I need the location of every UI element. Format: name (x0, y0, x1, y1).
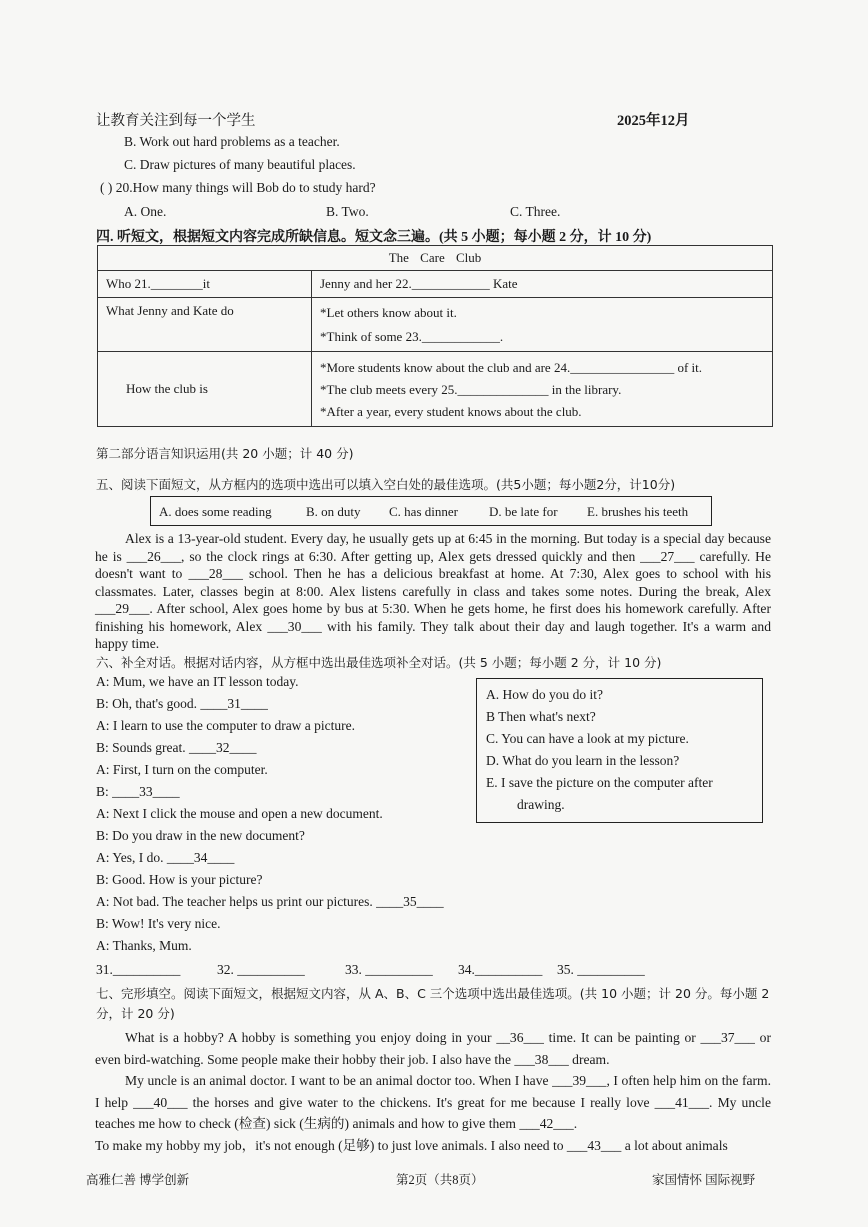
table-row1-left: Who 21.________it (98, 271, 312, 298)
dialogue-line: B: Oh, that's good. ____31____ (96, 696, 268, 711)
section5-option-c: C. has dinner (389, 504, 458, 519)
section5-paragraph: Alex is a 13-year-old student. Every day, he usually gets up at 6:45 in the morning. But today is a special day because he is ___26___, so the clock rings at 6:30. After getting up, Alex gets dressed quickly and then ___27___ carefully. He doesn't want to ___28___ school. Then he has a delicious breakfast at home. At 7:30, Alex goes to school with his classmates. Later, classes begin at 8:00. Alex listens carefully in class and takes some notes. During the break, Alex ___29___. After school, Alex goes home by bus at 5:30. When he gets home, he first does his homework carefully. After finishing his homework, Alex ___30___ with his family. They talk about their day and laugh together. It's a warm and happy time. (95, 531, 771, 651)
section5-title: 五、阅读下面短文，从方框内的选项中选出可以填入空白处的最佳选项。(共5小题；每小题2分，计10分) (96, 477, 676, 492)
q20-option-b: B. Two. (326, 204, 369, 219)
table-row1-right: Jenny and her 22.____________ Kate (312, 271, 773, 298)
q19-option-b: B. Work out hard problems as a teacher. (124, 134, 340, 149)
table-row2-line2: *Think of some 23.____________. (320, 328, 504, 344)
section6-title: 六、补全对话。根据对话内容，从方框中选出最佳选项补全对话。(共 5 小题；每小题 2 分，计 10 分) (96, 655, 662, 670)
section6-option-box (476, 678, 763, 823)
care-club-table (97, 245, 773, 427)
answer-blank-32: 32. __________ (217, 962, 305, 977)
q20-option-c: C. Three. (510, 204, 561, 219)
section6-option-b: B Then what's next? (486, 709, 596, 724)
section5-option-e: E. brushes his teeth (587, 504, 689, 519)
q19-option-c: C. Draw pictures of many beautiful places. (124, 157, 356, 172)
dialogue-line: B: Good. How is your picture? (96, 872, 263, 887)
table-title: The Care Club (98, 246, 773, 271)
dialogue-line: B: Wow! It's very nice. (96, 916, 221, 931)
section5-option-b: B. on duty (306, 504, 361, 519)
section6-option-e: E. I save the picture on the computer after (486, 775, 713, 790)
table-row2-left: What Jenny and Kate do (98, 298, 312, 352)
dialogue-line: A: Next I click the mouse and open a new document. (96, 806, 383, 821)
table-row3-line2: *The club meets every 25.______________ in the library. (320, 381, 622, 397)
dialogue-line: B: Sounds great. ____32____ (96, 740, 257, 755)
dialogue-line: A: I learn to use the computer to draw a picture. (96, 718, 356, 733)
answer-blank-33: 33. __________ (345, 962, 433, 977)
table-row3-right (312, 352, 773, 427)
table-row2-line1: *Let others know about it. (320, 304, 457, 320)
dialogue-line: A: Mum, we have an IT lesson today. (96, 674, 299, 689)
section6-option-e-cont: drawing. (517, 797, 565, 812)
header-date: 2025年12月 (617, 113, 690, 129)
section6-option-a: A. How do you do it? (486, 687, 603, 702)
table-row2-right (312, 298, 773, 352)
section6-option-d: D. What do you learn in the lesson? (486, 753, 680, 768)
part2-title: 第二部分语言知识运用(共 20 小题；计 40 分) (96, 446, 354, 461)
q20-option-a: A. One. (124, 204, 167, 219)
table-row3-line3: *After a year, every student knows about the club. (320, 403, 582, 419)
dialogue-line: A: First, I turn on the computer. (96, 762, 268, 777)
section7-passage (95, 1027, 771, 1156)
answer-blank-35: 35. __________ (557, 962, 645, 977)
section6-option-c: C. You can have a look at my picture. (486, 731, 689, 746)
footer-left: 高雅仁善 博学创新 (86, 1173, 190, 1187)
section7-title: 七、完形填空。阅读下面短文，根据短文内容，从 A、B、C 三个选项中选出最佳选项。(共 10 小题；计 20 分。每小题 2 分，计 20 分) (96, 986, 770, 1021)
dialogue-line: A: Thanks, Mum. (96, 938, 192, 953)
section4-title: 四. 听短文，根据短文内容完成所缺信息。短文念三遍。(共 5 小题；每小题 2 分，计 10 分) (96, 230, 652, 245)
section7-paragraph-1: What is a hobby? A hobby is something you enjoy doing in your __36___ time. It can be painting or ___37___ or even bird-watching. Some people make their hobby their job. I also have the ___38___ dream. (95, 1030, 771, 1067)
footer-page-number: 第2页（共8页） (396, 1173, 484, 1187)
table-row3-line1: *More students know about the club and are 24.________________ of it. (320, 359, 702, 375)
section7-paragraph-2: My uncle is an animal doctor. I want to be an animal doctor too. When I have ___39___, I often help him on the farm. I help ___40___ the horses and give water to the chickens. It's great for me because I really love ___41___. My uncle teaches me how to check (检查) sick (生病的) animals and how to give them ___42___. (95, 1073, 771, 1131)
dialogue-line: B: ____33____ (96, 784, 180, 799)
section5-option-a: A. does some reading (159, 504, 272, 519)
dialogue-line: A: Yes, I do. ____34____ (96, 850, 235, 865)
table-row3-left: How the club is (98, 352, 312, 427)
section5-option-box (150, 496, 712, 526)
answer-blank-31: 31.__________ (96, 962, 181, 977)
header-motto: 让教育关注到每一个学生 (96, 113, 256, 129)
section5-option-d: D. be late for (489, 504, 558, 519)
q20-stem: ( ) 20.How many things will Bob do to study hard? (100, 180, 376, 195)
footer-right: 家国情怀 国际视野 (652, 1173, 756, 1187)
section5-passage (95, 530, 771, 653)
dialogue-line: B: Do you draw in the new document? (96, 828, 305, 843)
answer-blank-34: 34.__________ (458, 962, 543, 977)
section7-paragraph-3: To make my hobby my job，it's not enough (足够) to just love animals. I also need to ___43___ a lot about animals (95, 1137, 728, 1153)
dialogue-line: A: Not bad. The teacher helps us print our pictures. ____35____ (96, 894, 444, 909)
